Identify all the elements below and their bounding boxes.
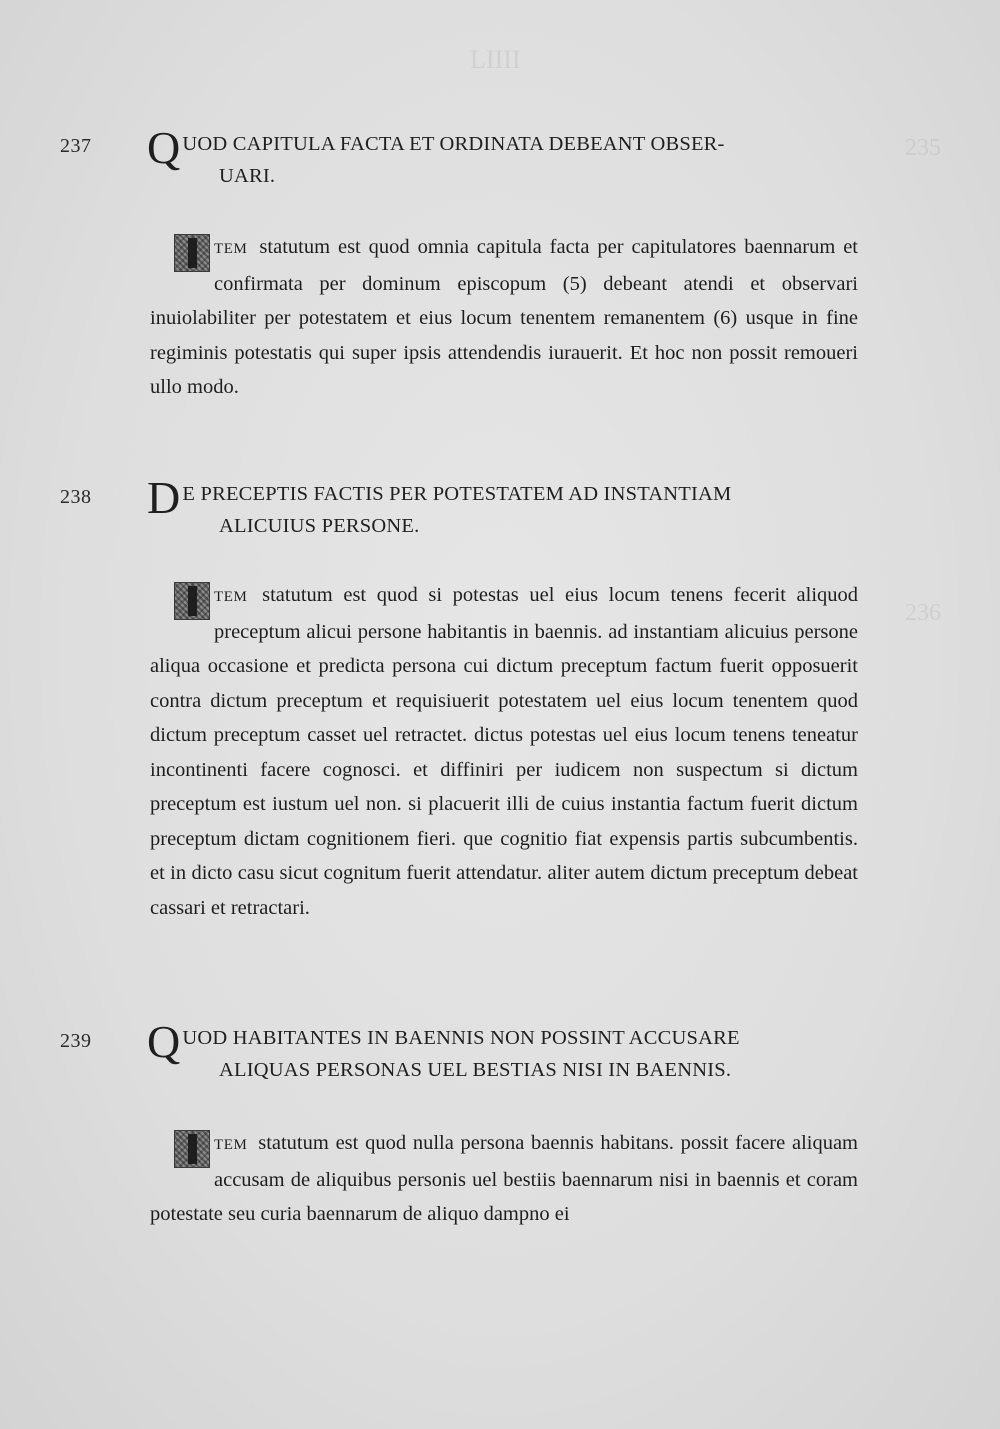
illuminated-initial-icon [174, 582, 210, 620]
initial-word: TEM [214, 241, 248, 257]
show-through: 236 [905, 600, 941, 626]
heading-line-1: E PRECEPTIS FACTIS PER POTESTATEM AD INSTANTIAM [182, 483, 732, 505]
chapter-heading [147, 472, 857, 542]
illuminated-initial-icon [174, 1130, 210, 1168]
heading-line-1: UOD CAPITULA FACTA ET ORDINATA DEBEANT OBSER- [182, 133, 725, 155]
initial-word: TEM [214, 589, 248, 605]
heading-line-1: UOD HABITANTES IN BAENNIS NON POSSINT ACCUSARE [182, 1027, 740, 1049]
show-through: LIIII [470, 45, 521, 74]
chapter-heading [147, 122, 857, 192]
heading-initial: Q [147, 122, 181, 173]
body-text: statutum est quod nulla persona baennis habitans. possit facere aliquam accusam de aliquibus personis uel bestiis baennarum nisi in baennis et coram potestate seu curia baennarum de aliquo dampno ei [150, 1132, 859, 1225]
chapter-number: 237 [60, 135, 92, 157]
chapter-number: 238 [60, 486, 92, 508]
heading-line-2: UARI. [219, 165, 276, 187]
heading-initial: Q [147, 1016, 181, 1067]
show-through: 235 [905, 135, 941, 161]
chapter-body [150, 1126, 858, 1232]
chapter-body [150, 578, 858, 925]
heading-line-2: ALICUIUS PERSONE. [219, 515, 420, 537]
body-text: statutum est quod si potestas uel eius locum tenens fecerit aliquod preceptum alicui persone habitantis in baennis. ad instantiam alicuius persone aliqua occasione et predicta persona cui dictum preceptum factum fuerit opposuerit contra dictum preceptum et requisiuerit potestatem uel eius locum tenentem quod dictum preceptum casset uel retractet. dictus potestas uel eius locum tenens teneatur incontinenti facere cognosci. et diffiniri per iudicem non suspectum si dictum preceptum est iustum uel non. si placuerit illi de cuius instantia factum fuerit dictum preceptum dictam cognitionem fieri. que cognitio fiat expensis partis subcumbentis. et in dicto casu sicut cognitum fuerit attendatur. aliter autem dictum preceptum debeat cassari et retractari. [150, 584, 859, 919]
heading-line-2: ALIQUAS PERSONAS UEL BESTIAS NISI IN BAENNIS. [219, 1059, 732, 1081]
initial-word: TEM [214, 1137, 248, 1153]
chapter-number: 239 [60, 1030, 92, 1052]
body-text: statutum est quod omnia capitula facta per capitulatores baennarum et confirmata per dominum episcopum (5) debeant atendi et observari inuiolabiliter per potestatem et eius locum tenentem remanentem (6) usque in fine regiminis potestatis qui super ipsis attendendis iurauerit. Et hoc non possit remoueri ullo modo. [150, 236, 858, 398]
chapter-body [150, 230, 858, 405]
chapter-heading [147, 1016, 857, 1086]
illuminated-initial-icon [174, 234, 210, 272]
heading-initial: D [147, 472, 181, 523]
